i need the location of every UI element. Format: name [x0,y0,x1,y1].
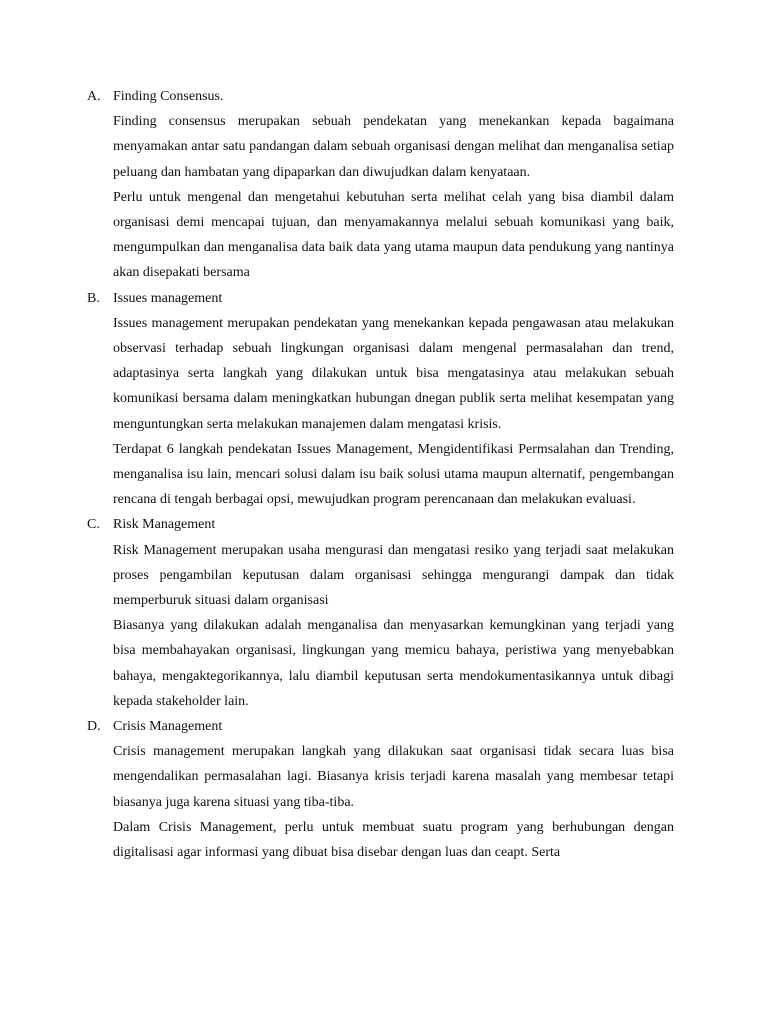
section-issues-management [0,286,768,513]
document-body [0,84,768,865]
section-heading [0,512,768,537]
section-heading [0,84,768,109]
paragraph: Crisis management merupakan langkah yang dilakukan saat organisasi tidak secara luas bisa mengendalikan permasalahan lagi. Biasanya krisis terjadi karena masalah yang membesar tetapi biasanya juga karena situasi yang tiba-tiba. [113,744,674,810]
list-marker: A. [87,89,101,104]
section-heading [0,714,768,739]
section-finding-consensus [0,84,768,286]
paragraph: Biasanya yang dilakukan adalah menganalisa dan menyasarkan kemungkinan yang terjadi yang bisa membahayakan organisasi, lingkungan yang memicu bahaya, peristiwa yang menyebabkan bahaya, mengaktegorikannya, lalu diambil keputusan serta mendokumentasikannya untuk dibagi kepada stakeholder lain. [113,618,674,709]
section-title: Finding Consensus. [113,89,224,104]
section-title: Issues management [113,290,223,306]
paragraph: Risk Management merupakan usaha mengurasi dan mengatasi resiko yang terjadi saat melakukan proses pengambilan keputusan dalam organisasi sehingga mengurangi dampak dan tidak memperburuk situasi dalam organisasi [113,542,674,609]
section-crisis-management [0,714,768,865]
paragraph: Perlu untuk mengenal dan mengetahui kebutuhan serta melihat celah yang bisa diambil dalam organisasi demi mencapai tujuan, dan menyamakannya melalui sebuah komunikasi yang baik, mengumpulkan dan menganalisa data baik data yang utama maupun data pendukung yang nantinya akan disepakati bersama [113,189,674,281]
section-title: Crisis Management [113,719,223,735]
section-title: Risk Management [113,517,216,533]
paragraph: Terdapat 6 langkah pendekatan Issues Management, Mengidentifikasi Permsalahan dan Trending, menganalisa isu lain, mencari solusi dalam isu baik solusi utama maupun alternatif, pengembangan rencana di tengah berbagai opsi, mewujudkan program perencanaan dan melakukan evaluasi. [113,441,674,508]
list-marker: D. [87,719,101,735]
section-risk-management [0,512,768,714]
section-heading [0,286,768,311]
paragraph: Finding consensus merupakan sebuah pendekatan yang menekankan kepada bagaimana menyamakan antar satu pandangan dalam sebuah organisasi dengan melihat dan menganalisa setiap peluang dan hambatan yang dipaparkan dan diwujudkan dalam kenyataan. [113,114,674,180]
list-marker: B. [87,290,100,306]
paragraph: Issues management merupakan pendekatan yang menekankan kepada pengawasan atau melakukan observasi terhadap sebuah lingkungan organisasi dalam mengenal permasalahan dan trend, adaptasinya serta langkah yang dilakukan untuk bisa mengatasinya atau melakukan sebuah komunikasi bersama dalam meningkatkan hubungan dnegan publik serta melihat kesempatan yang menguntungkan serta melakukan manajemen dalam mengatasi krisis. [113,315,674,432]
list-marker: C. [87,517,100,533]
paragraph: Dalam Crisis Management, perlu untuk membuat suatu program yang berhubungan dengan digitalisasi agar informasi yang dibuat bisa disebar dengan luas dan ceapt. Serta [113,819,674,861]
